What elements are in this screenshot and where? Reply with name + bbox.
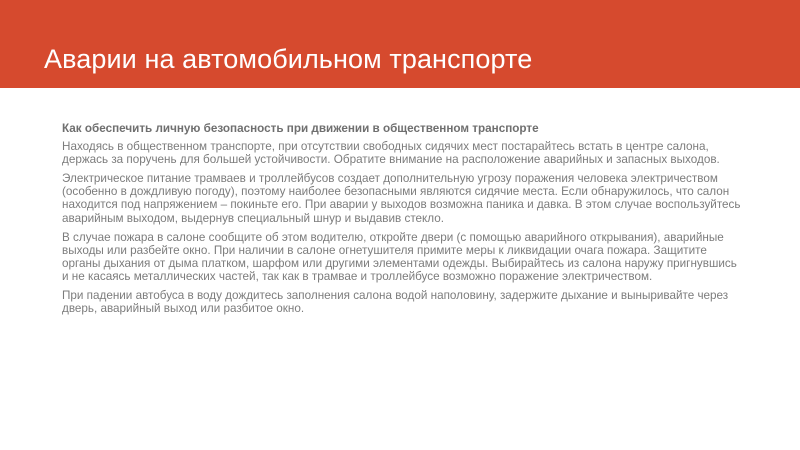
title-banner bbox=[0, 0, 800, 88]
body-paragraph-4: При падении автобуса в воду дождитесь заполнения салона водой наполовину, задержите дыхание и выныривайте через дверь, аварийный выход или разбитое окно. bbox=[62, 289, 729, 316]
body-paragraph-2: Электрическое питание трамваев и троллейбусов создает дополнительную угрозу поражения человека электричеством (особенно в дождливую погоду), поэтому наиболее безопасными являются сидячие места. Если обнаружилось, что салон находится под напряжением – покиньте его. При аварии у выходов возможна паника и давка. В этом случае воспользуйтесь аварийным выходом, выдернув специальный шнур и выдавив стекло. bbox=[62, 172, 741, 225]
slide-title: Аварии на автомобильном транспорте bbox=[44, 44, 533, 74]
body-paragraph-3: В случае пожара в салоне сообщите об этом водителю, откройте двери (с помощью аварийного открывания), аварийные выходы или разбейте окно. При наличии в салоне огнетушителя примите меры к ликвидации очага пожара. Защитите органы дыхания от дыма платком, шарфом или другими элементами одежды. Выбирайтесь из салона наружу пригнувшись и не касаясь металлических частей, так как в трамвае и троллейбусе возможно поражение электричеством. bbox=[62, 230, 737, 283]
body-heading: Как обеспечить личную безопасность при движении в общественном транспорте bbox=[62, 122, 539, 135]
body-paragraph-1: Находясь в общественном транспорте, при отсутствии свободных сидячих мест постарайтесь встать в центре салона, держась за поручень для большей устойчивости. Обратите внимание на расположение аварийных и запасных выходов. bbox=[62, 140, 720, 167]
slide-body bbox=[62, 122, 746, 321]
